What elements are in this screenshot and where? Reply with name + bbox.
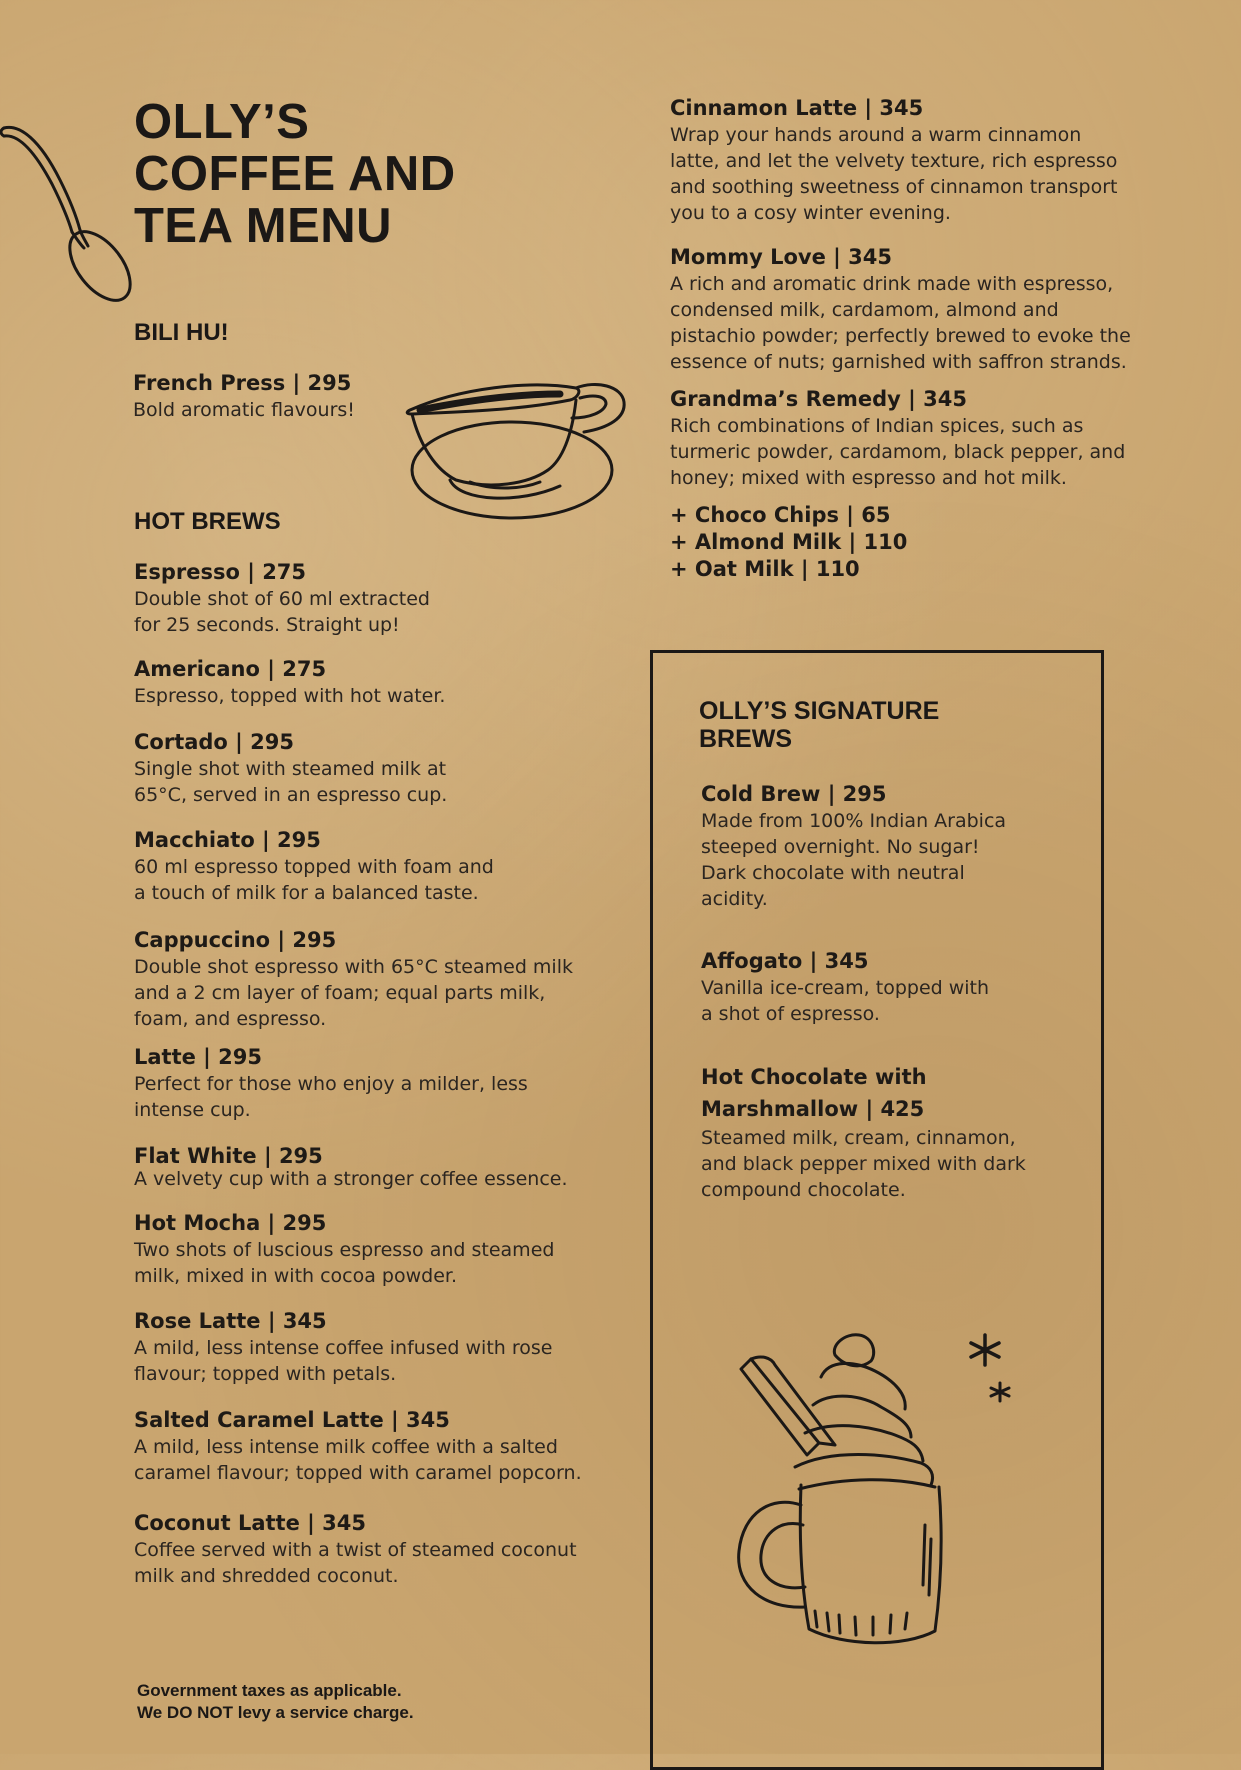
section-heading-hot-brews: HOT BREWS — [134, 508, 281, 535]
menu-item-espresso — [134, 559, 430, 638]
title-line-1: OLLY’S — [134, 95, 310, 149]
item-name: Americano | 275 — [134, 657, 327, 681]
item-name: Espresso | 275 — [134, 560, 307, 584]
item-description: Coffee served with a twist of steamed coconut milk and shredded coconut. — [134, 1539, 577, 1587]
menu-item-mommy-love — [670, 244, 1131, 375]
addon-oat-milk: + Oat Milk | 110 — [670, 557, 860, 581]
item-name: Flat White | 295 — [134, 1144, 323, 1168]
item-description: Single shot with steamed milk at 65°C, served in an espresso cup. — [134, 758, 448, 806]
menu-item-coconut-latte — [134, 1510, 577, 1589]
add-ons-list — [670, 502, 907, 583]
item-name: Salted Caramel Latte | 345 — [134, 1408, 450, 1432]
item-description: Wrap your hands around a warm cinnamon latte, and let the velvety texture, rich espresso and soothing sweetness of cinnamon transport you to a cosy winter evening. — [670, 124, 1118, 224]
menu-item-affogato — [701, 948, 989, 1027]
menu-item-french-press — [133, 370, 355, 423]
item-description: A rich and aromatic drink made with espresso, condensed milk, cardamom, almond and pistachio powder; perfectly brewed to evoke the essence of nuts; garnished with saffron strands. — [670, 273, 1131, 373]
menu-title — [134, 96, 534, 252]
item-name: Hot Chocolate with Marshmallow | 425 — [701, 1065, 927, 1121]
menu-item-americano — [134, 656, 445, 709]
addon-choco-chips: + Choco Chips | 65 — [670, 503, 891, 527]
menu-item-cold-brew — [701, 781, 1006, 912]
item-name: Grandma’s Remedy | 345 — [670, 387, 967, 411]
item-description: 60 ml espresso topped with foam and a touch of milk for a balanced taste. — [134, 856, 494, 904]
menu-item-hot-chocolate — [701, 1061, 1026, 1203]
item-name: Cappuccino | 295 — [134, 928, 337, 952]
item-name: Cortado | 295 — [134, 730, 294, 754]
menu-item-cortado — [134, 729, 447, 808]
menu-item-flat-white — [134, 1143, 568, 1192]
footer-taxes: Government taxes as applicable. — [137, 1681, 402, 1700]
menu-item-cinnamon-latte — [670, 95, 1118, 226]
item-name: French Press | 295 — [133, 371, 352, 395]
menu-item-rose-latte — [134, 1308, 552, 1387]
menu-item-salted-caramel-latte — [134, 1407, 582, 1486]
item-description: A mild, less intense coffee infused with rose flavour; topped with petals. — [134, 1337, 553, 1385]
footer-service-charge: We DO NOT levy a service charge. — [137, 1703, 414, 1722]
menu-item-latte — [134, 1044, 528, 1123]
spoon-icon — [0, 120, 140, 300]
item-name: Rose Latte | 345 — [134, 1309, 327, 1333]
whipped-cream-mug-icon — [735, 1325, 1035, 1660]
title-line-2: COFFEE AND — [134, 147, 456, 201]
menu-item-hot-mocha — [134, 1210, 554, 1289]
addon-almond-milk: + Almond Milk | 110 — [670, 530, 908, 554]
item-name: Coconut Latte | 345 — [134, 1511, 366, 1535]
item-description: Double shot espresso with 65°C steamed milk and a 2 cm layer of foam; equal parts milk, foam, and espresso. — [134, 956, 573, 1030]
item-description: Bold aromatic flavours! — [133, 399, 355, 421]
menu-item-cappuccino — [134, 927, 573, 1032]
item-description: Steamed milk, cream, cinnamon, and black pepper mixed with dark compound chocolate. — [701, 1127, 1026, 1201]
item-description: Espresso, topped with hot water. — [134, 685, 446, 707]
item-description: Made from 100% Indian Arabica steeped overnight. No sugar! Dark chocolate with neutral acidity. — [701, 810, 1007, 910]
item-description: Vanilla ice-cream, topped with a shot of espresso. — [701, 977, 990, 1025]
item-name: Hot Mocha | 295 — [134, 1211, 327, 1235]
section-heading-signature-brews: OLLY’S SIGNATURE BREWS — [699, 697, 940, 753]
menu-item-macchiato — [134, 827, 494, 906]
item-name: Latte | 295 — [134, 1045, 262, 1069]
item-name: Mommy Love | 345 — [670, 245, 892, 269]
item-description: Two shots of luscious espresso and steamed milk, mixed in with cocoa powder. — [134, 1239, 555, 1287]
item-description: A mild, less intense milk coffee with a salted caramel flavour; topped with caramel popcorn. — [134, 1436, 582, 1484]
item-name: Cold Brew | 295 — [701, 782, 887, 806]
item-description: Rich combinations of Indian spices, such as turmeric powder, cardamom, black pepper, and honey; mixed with espresso and hot milk. — [670, 415, 1126, 489]
footer-note — [137, 1680, 414, 1724]
coffee-cup-icon — [400, 366, 635, 531]
item-description: Perfect for those who enjoy a milder, less intense cup. — [134, 1073, 528, 1121]
item-name: Affogato | 345 — [701, 949, 869, 973]
menu-item-grandmas-remedy — [670, 386, 1125, 491]
item-name: Macchiato | 295 — [134, 828, 321, 852]
item-description: A velvety cup with a stronger coffee essence. — [134, 1168, 568, 1190]
item-description: Double shot of 60 ml extracted for 25 seconds. Straight up! — [134, 588, 430, 636]
item-name: Cinnamon Latte | 345 — [670, 96, 924, 120]
section-heading-bili-hu: BILI HU! — [134, 319, 229, 346]
title-line-3: TEA MENU — [134, 199, 393, 253]
